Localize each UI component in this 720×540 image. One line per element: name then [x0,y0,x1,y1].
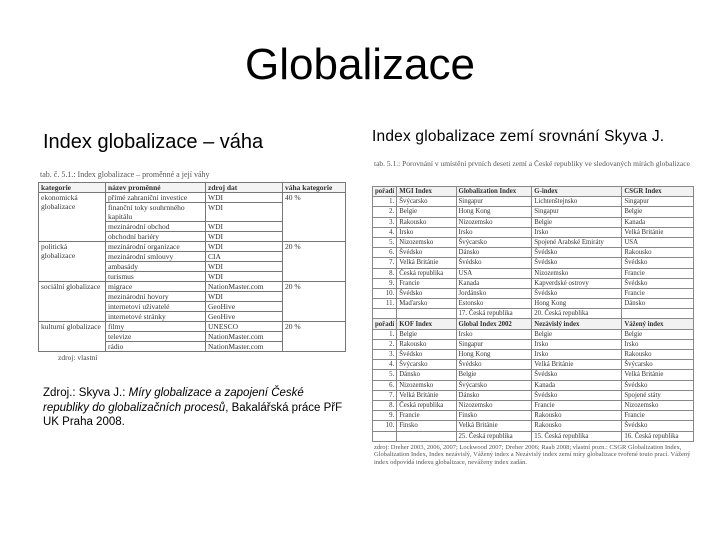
rank-cell: 7. [373,390,397,400]
category-cell: ekonomická globalizace [39,193,106,242]
header-row [373,187,694,197]
rank-cell: pořadí [373,187,397,197]
country-cell: Švýcarsko [456,237,532,247]
category-cell: sociální globalizace [39,282,106,322]
country-cell: Švédsko [532,288,622,298]
country-cell: 16. Česká republika [622,431,694,441]
table-row [373,360,694,370]
table-row [373,421,694,431]
data-source-cell: WDI [206,222,283,232]
country-cell: Maďarsko [397,299,456,309]
rank-cell: 8. [373,400,397,410]
country-cell: Belgie [532,329,622,339]
country-cell: Švýcarsko [456,380,532,390]
country-cell: Belgie [397,207,456,217]
table-row [373,350,694,360]
rank-cell: 9. [373,278,397,288]
country-cell: Irsko [532,339,622,349]
country-cell: Irsko [456,227,532,237]
weight-cell: 40 % [283,193,346,242]
country-cell: Rakousko [622,350,694,360]
data-source-cell: UNESCO [206,322,283,332]
country-cell: Dánsko [456,390,532,400]
table-row [373,268,694,278]
rank-cell: 6. [373,380,397,390]
country-cell: Finsko [456,411,532,421]
rank-cell: 10. [373,288,397,298]
country-cell: Kanada [532,380,622,390]
rank-cell: pořadí [373,319,397,329]
variable-cell: turismus [106,272,206,282]
country-cell: Belgie [622,329,694,339]
rank-cell: 4. [373,360,397,370]
category-cell: politická globalizace [39,242,106,282]
variable-cell: internetové stránky [106,312,206,322]
rank-cell: 8. [373,268,397,278]
rank-cell: 7. [373,258,397,268]
rank-cell: 3. [373,217,397,227]
country-cell: Irsko [622,339,694,349]
country-cell: Švédsko [456,360,532,370]
country-cell: Česká republika [397,400,456,410]
comparison-table-body [373,187,694,442]
country-cell: Nizozemsko [532,268,622,278]
source-prefix: Zdroj.: Skyva J.: [43,387,129,399]
country-cell: KOF Index [397,319,456,329]
country-cell: Kanada [622,217,694,227]
country-cell: MGI Index [397,187,456,197]
data-source-cell: WDI [206,262,283,272]
variable-cell: mezinárodní smlouvy [106,252,206,262]
country-cell: Belgie [456,370,532,380]
country-cell: Belgie [397,329,456,339]
right-table-notes: zdroj: Dreher 2003, 2006, 2007; Lockwood 2007; Dreher 2006; Raab 2008; vlastní pozn.: CSGR Globalization Index, Globalization Index, Index nezávislý, Vážený index a Nezávislý index zemí míry globalizace tvořené touto prací. Vážený index odpovídá indexu globalizace, neváženy index zadán. [374,443,691,466]
country-cell: Švédsko [622,278,694,288]
country-cell: Spojené Arabské Emiráty [532,237,622,247]
country-cell: Estonsko [456,299,532,309]
country-cell: Singapur [456,197,532,207]
country-cell: Globalization Index [456,187,532,197]
country-cell: Velká Británie [622,227,694,237]
rank-cell: 11. [373,299,397,309]
country-cell: Dánsko [622,299,694,309]
table-row [39,193,346,203]
country-cell: Nizozemsko [456,400,532,410]
country-cell: Francie [397,411,456,421]
variable-cell: mezinárodní organizace [106,242,206,252]
country-cell: CSGR Index [622,187,694,197]
country-cell: USA [622,237,694,247]
country-cell: Kanada [456,278,532,288]
table-row [39,242,346,252]
weight-cell: 20 % [283,322,346,352]
globalization-weights-table-image [28,170,350,362]
country-cell: Hong Kong [532,299,622,309]
table-row [373,390,694,400]
table-row [373,380,694,390]
country-cell: Francie [532,400,622,410]
country-cell: Velká Británie [456,421,532,431]
rank-cell: 1. [373,197,397,207]
country-cell: Kapverdské ostrovy [532,278,622,288]
table-row [373,258,694,268]
country-cell: Rakousko [397,217,456,227]
data-source-cell: WDI [206,193,283,203]
country-cell: Global Index 2002 [456,319,532,329]
country-cell: 15. Česká republika [532,431,622,441]
country-cell: Švédsko [622,380,694,390]
country-cell: Velká Británie [532,360,622,370]
country-cell: 20. Česká republika [532,309,622,319]
category-cell: kulturní globalizace [39,322,106,352]
country-cell: Švýcarsko [397,197,456,207]
table-row [373,411,694,421]
country-cell: Švédsko [622,421,694,431]
country-cell: Singapur [622,197,694,207]
country-cell: Rakousko [397,339,456,349]
data-source-cell: WDI [206,292,283,302]
country-cell: Dánsko [397,370,456,380]
table-row [39,322,346,332]
variable-cell: migrace [106,282,206,292]
weight-cell: 20 % [283,282,346,322]
variable-cell: rádio [106,342,206,352]
data-source-cell: NationMaster.com [206,332,283,342]
weights-table-body [39,193,346,352]
country-cell: Francie [622,268,694,278]
table-row [373,237,694,247]
data-source-cell: NationMaster.com [206,282,283,292]
country-cell: Rakousko [532,421,622,431]
country-cell: Irsko [532,227,622,237]
country-cell: Finsko [397,421,456,431]
table-row [373,309,694,319]
country-cell: Velká Británie [397,390,456,400]
variable-cell: ambasády [106,262,206,272]
rank-cell: 5. [373,237,397,247]
left-table-caption: tab. č. 5.1.: Index globalizace – proměnné a její váhy [40,170,210,179]
table-row [373,197,694,207]
source-citation [43,386,343,430]
variable-cell: televize [106,332,206,342]
variable-cell: přímé zahraniční investice [106,193,206,203]
rank-cell: 3. [373,350,397,360]
data-source-cell: WDI [206,272,283,282]
data-source-cell: WDI [206,232,283,242]
header-cell: kategorie [39,183,106,193]
table-row [373,400,694,410]
rank-cell: 4. [373,227,397,237]
rank-cell [373,309,397,319]
country-cell: Nizozemsko [456,217,532,227]
country-cell [397,431,456,441]
country-cell: Švýcarsko [622,360,694,370]
right-heading: Index globalizace zemí srovnání Skyva J. [372,128,665,145]
country-cell: Jordánsko [456,288,532,298]
left-table-source: zdroj: vlastní [58,353,98,362]
country-cell: Vážený index [622,319,694,329]
variable-cell: internetoví uživatelé [106,302,206,312]
country-cell: Švýcarsko [397,360,456,370]
table-row [373,227,694,237]
variable-cell: mezinárodní hovory [106,292,206,302]
country-cell: Nezávislý index [532,319,622,329]
variable-cell: mezinárodní obchod [106,222,206,232]
source-suffix: , Bakalářská práce PřF UK Praha 2008. [43,401,343,428]
table-row [39,282,346,292]
rank-cell: 2. [373,207,397,217]
country-cell: USA [456,268,532,278]
weight-cell: 20 % [283,242,346,282]
data-source-cell: GeoHive [206,302,283,312]
table-row [373,248,694,258]
comparison-table [372,186,694,442]
table-row [373,288,694,298]
country-cell [622,309,694,319]
weights-table [38,182,346,352]
table-row [373,299,694,309]
left-heading: Index globalizace – váha [43,131,264,153]
country-cell: Švédsko [397,248,456,258]
country-cell: Česká republika [397,268,456,278]
data-source-cell: NationMaster.com [206,342,283,352]
rank-cell: 2. [373,339,397,349]
country-cell: Švédsko [397,288,456,298]
rank-cell: 1. [373,329,397,339]
country-cell: Lichtenštejnsko [532,197,622,207]
country-cell: Singapur [456,339,532,349]
country-cell: Irsko [532,350,622,360]
country-cell: Velká Británie [397,258,456,268]
country-cell: Švédsko [456,258,532,268]
country-cell: Nizozemsko [622,400,694,410]
right-table-caption: tab. 5.1.: Porovnání v umístění prvních deseti zemí a České republiky ve sledovaných mírách globalizace [374,160,690,168]
country-cell: Hong Kong [456,207,532,217]
country-cell: Nizozemsko [397,380,456,390]
country-cell: G-index [532,187,622,197]
data-source-cell: GeoHive [206,312,283,322]
header-cell: váha kategorie [283,183,346,193]
header-row [373,319,694,329]
rank-cell: 6. [373,248,397,258]
slide-title: Globalizace [245,40,475,89]
table-row [373,207,694,217]
country-cell [397,309,456,319]
country-cell: Francie [622,411,694,421]
variable-cell: filmy [106,322,206,332]
data-source-cell: CIA [206,252,283,262]
rank-cell: 5. [373,370,397,380]
country-cell: Singapur [532,207,622,217]
country-cell: Švédsko [532,390,622,400]
country-cell: Dánsko [456,248,532,258]
country-cell: Rakousko [532,411,622,421]
table-row [373,278,694,288]
source-title: Míry globalizace a zapojení České republiky do globalizačních procesů [43,387,304,414]
country-cell: Irsko [456,329,532,339]
header-cell: název proměnné [106,183,206,193]
country-cell: Francie [397,278,456,288]
country-cell: Švédsko [532,258,622,268]
rank-cell: 9. [373,411,397,421]
country-cell: Švédsko [622,258,694,268]
table-row [373,217,694,227]
rank-cell: 10. [373,421,397,431]
country-cell: 17. Česká republika [456,309,532,319]
country-cell: Belgie [532,217,622,227]
country-cell: Rakousko [622,248,694,258]
table-row [373,339,694,349]
country-cell: Velká Británie [622,370,694,380]
table-row [373,329,694,339]
rank-cell [373,431,397,441]
country-cell: Hong Kong [456,350,532,360]
country-cell: Irsko [397,227,456,237]
header-cell: zdroj dat [206,183,283,193]
country-cell: Švédsko [532,248,622,258]
table-row [373,370,694,380]
data-source-cell: WDI [206,242,283,252]
country-cell: Nizozemsko [397,237,456,247]
table-row [373,431,694,441]
country-cell: 25. Česká republika [456,431,532,441]
country-cell: Belgie [622,207,694,217]
variable-cell: obchodní bariéry [106,232,206,242]
country-cell: Švédsko [532,370,622,380]
country-cell: Spojené státy [622,390,694,400]
country-cell: Francie [622,288,694,298]
country-cell: Švédsko [397,350,456,360]
country-comparison-table-image [370,160,696,490]
variable-cell: finanční toky souhrnného kapitálu [106,203,206,222]
data-source-cell: WDI [206,203,283,222]
